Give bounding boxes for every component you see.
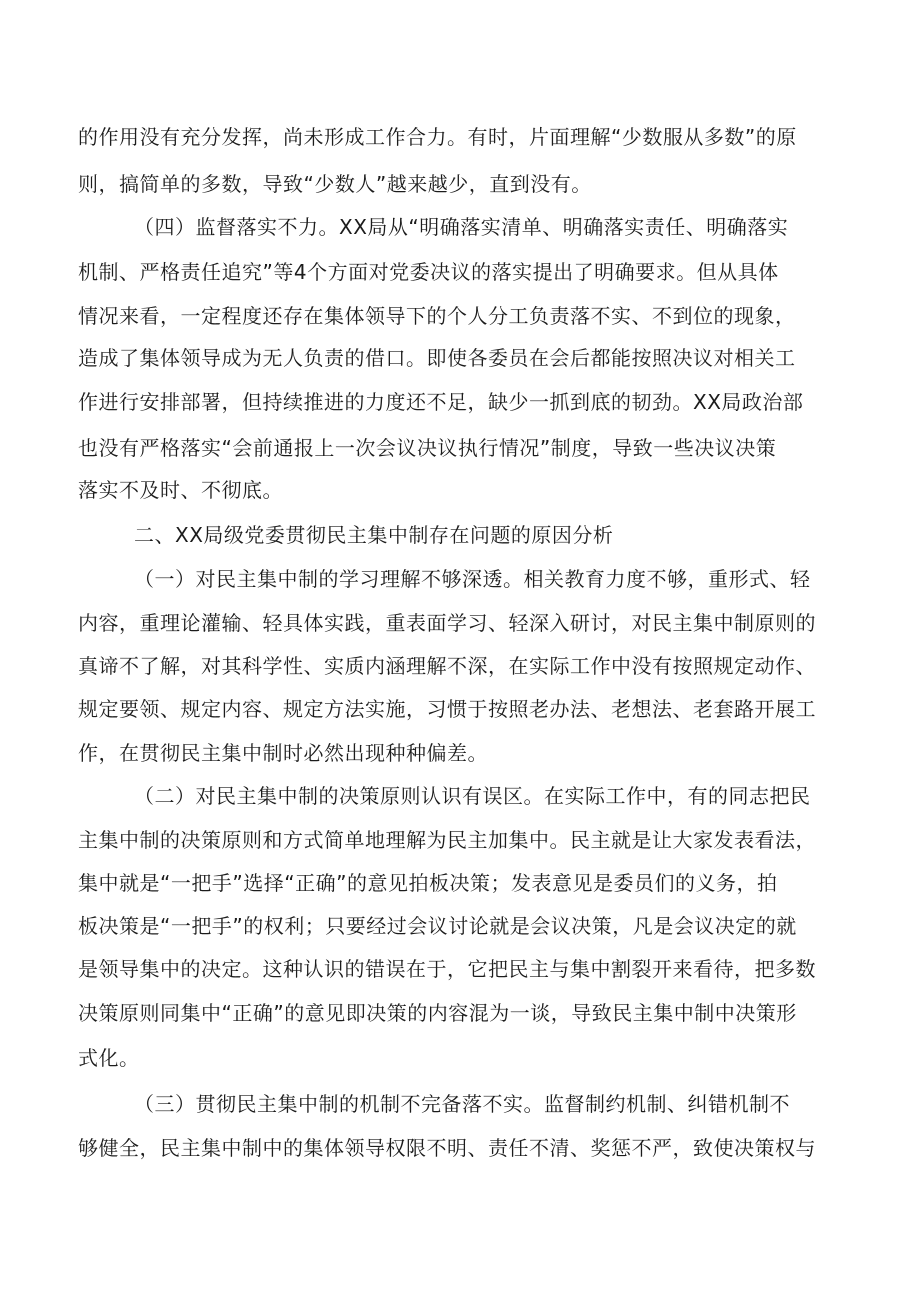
section-four-heading-line: （四）监督落实不力。XX局从“明确落实清单、明确落实责任、明确落实 [134,215,789,239]
text-line: 是领导集中的决定。这种认识的错误在于，它把民主与集中割裂开来看待，把多数 [78,957,816,981]
text-line: 式化。 [78,1046,140,1070]
text-line: 决策原则同集中“正确”的意见即决策的内容混为一谈，导致民主集中制中决策形 [78,1001,797,1025]
text-line: 情况来看，一定程度还存在集体领导下的个人分工负责落不实、不到位的现象， [78,304,796,328]
text-line: 也没有严格落实“会前通报上一次会议决议执行情况”制度，导致一些决议决策 [78,436,777,460]
text-line: 够健全，民主集中制中的集体领导权限不明、责任不清、奖惩不严，致使决策权与 [78,1136,816,1160]
cause-three-heading-line: （三）贯彻民主集中制的机制不完备落不实。监督制约机制、纠错机制不 [134,1092,790,1116]
text-line: 的作用没有充分发挥，尚未形成工作合力。有时，片面理解“少数服从多数”的原 [78,125,797,149]
text-line: 真谛不了解，对其科学性、实质内涵理解不深，在实际工作中没有按照规定动作、 [78,654,816,678]
section-heading: 二、XX局级党委贯彻民主集中制存在问题的原因分析 [134,523,614,547]
cause-one-heading-line: （一）对民主集中制的学习理解不够深透。相关教育力度不够，重形式、轻 [134,567,811,591]
text-line: 规定要领、规定内容、规定方法实施，习惯于按照老办法、老想法、老套路开展工 [78,697,816,721]
text-line: 内容，重理论灌输、轻具体实践，重表面学习、轻深入研讨，对民主集中制原则的 [78,611,816,635]
text-line: 落实不及时、不彻底。 [78,478,283,502]
text-line: 造成了集体领导成为无人负责的借口。即使各委员在会后都能按照决议对相关工 [78,346,796,370]
text-line: 作，在贯彻民主集中制时必然出现种种偏差。 [78,741,488,765]
text-line: 板决策是“一把手”的权利；只要经过会议讨论就是会议决策，凡是会议决定的就 [78,914,797,938]
text-line: 机制、严格责任追究”等4个方面对党委决议的落实提出了明确要求。但从具体 [78,260,779,284]
text-line: 集中就是“一把手”选择“正确”的意见拍板决策；发表意见是委员们的义务，拍 [78,871,778,895]
text-line: 作进行安排部署，但持续推进的力度还不足，缺少一抓到底的韧劲。XX局政治部 [78,390,804,414]
cause-two-heading-line: （二）对民主集中制的决策原则认识有误区。在实际工作中，有的同志把民 [134,784,811,808]
text-line: 则，搞简单的多数，导致“少数人”越来越少，直到没有。 [78,172,592,196]
text-line: 主集中制的决策原则和方式简单地理解为民主加集中。民主就是让大家发表看法， [78,828,816,852]
